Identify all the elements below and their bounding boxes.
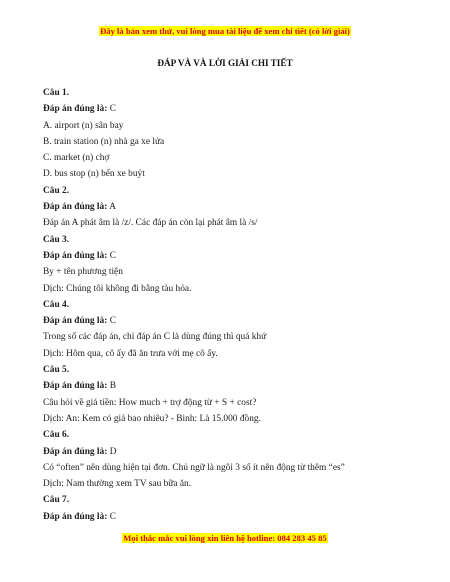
- answer-label: Đáp án đúng là:: [43, 446, 108, 457]
- explanation-line: Dịch: Chúng tôi không đi bằng tàu hỏa.: [43, 283, 192, 294]
- answer-line: [43, 201, 410, 217]
- explanation-line: Dịch: An: Kem có giá bao nhiêu? - Binh: Là 15.000 đồng.: [43, 413, 261, 424]
- answer-value: C: [109, 316, 116, 327]
- question-block: [43, 87, 410, 185]
- explanation-line: B. train station (n) nhà ga xe lửa: [43, 136, 165, 147]
- explanation-line: Dịch: Hôm qua, cô ấy đã ăn trưa với mẹ cô ấy.: [43, 348, 218, 359]
- question-heading: Câu 4.: [43, 299, 70, 310]
- answer-line: [43, 446, 410, 462]
- explanation-line: A. airport (n) sân bay: [43, 120, 124, 131]
- question-block: [43, 494, 410, 527]
- explanation-line: Có “often” nên dùng hiện tại đơn. Chủ ngữ là ngôi 3 số ít nên động từ thêm “es”: [43, 462, 345, 473]
- answer-value: B: [109, 381, 116, 392]
- answer-label: Đáp án đúng là:: [43, 202, 108, 213]
- question-heading: Câu 2.: [43, 185, 70, 196]
- question-heading: Câu 6.: [43, 430, 70, 441]
- answer-content: [43, 87, 410, 527]
- question-heading: Câu 5.: [43, 365, 70, 376]
- answer-value: D: [109, 446, 117, 457]
- question-heading: Câu 7.: [43, 495, 70, 506]
- question-block: [43, 234, 410, 299]
- answer-label: Đáp án đúng là:: [43, 381, 108, 392]
- question-block: [43, 185, 410, 234]
- hotline-text: Mọi thắc mắc vui lòng xin liên hệ hotline: 084 283 45 85: [123, 533, 327, 543]
- answer-line: [43, 315, 410, 331]
- answer-value: C: [109, 511, 116, 522]
- answer-label: Đáp án đúng là:: [43, 104, 108, 115]
- question-heading: Câu 1.: [43, 88, 70, 98]
- explanation-line: D. bus stop (n) bến xe buýt: [43, 169, 145, 180]
- answer-line: [43, 380, 410, 396]
- hotline-banner: [0, 533, 450, 544]
- answer-line: [43, 511, 410, 527]
- answer-label: Đáp án đúng là:: [43, 250, 108, 261]
- answer-line: [43, 103, 410, 119]
- explanation-line: Câu hỏi về giá tiền: How much + trợ động từ + S + cost?: [43, 397, 257, 408]
- answer-value: C: [109, 250, 116, 261]
- preview-notice-banner: [0, 26, 450, 37]
- explanation-line: Dịch: Nam thường xem TV sau bữa ăn.: [43, 479, 192, 490]
- answer-value: A: [109, 202, 116, 213]
- explanation-line: By + tên phương tiện: [43, 267, 123, 278]
- answer-label: Đáp án đúng là:: [43, 511, 108, 522]
- question-block: [43, 364, 410, 429]
- question-block: [43, 429, 410, 494]
- question-block: [43, 299, 410, 364]
- document-title: ĐÁP VÀ VÀ LỜI GIẢI CHI TIẾT: [157, 58, 293, 68]
- preview-notice-text: Đây là bản xem thử, vui lòng mua tài liệu để xem chi tiết (có lời giải): [100, 26, 350, 36]
- question-heading: Câu 3.: [43, 234, 70, 245]
- explanation-line: C. market (n) chợ: [43, 153, 110, 164]
- explanation-line: Trong số các đáp án, chỉ đáp án C là dùng đúng thì quá khứ: [43, 332, 267, 343]
- answer-line: [43, 250, 410, 266]
- answer-label: Đáp án đúng là:: [43, 316, 108, 327]
- explanation-line: Đáp án A phát âm là /z/. Các đáp án còn lại phát âm là /s/: [43, 218, 258, 229]
- answer-value: C: [109, 104, 116, 115]
